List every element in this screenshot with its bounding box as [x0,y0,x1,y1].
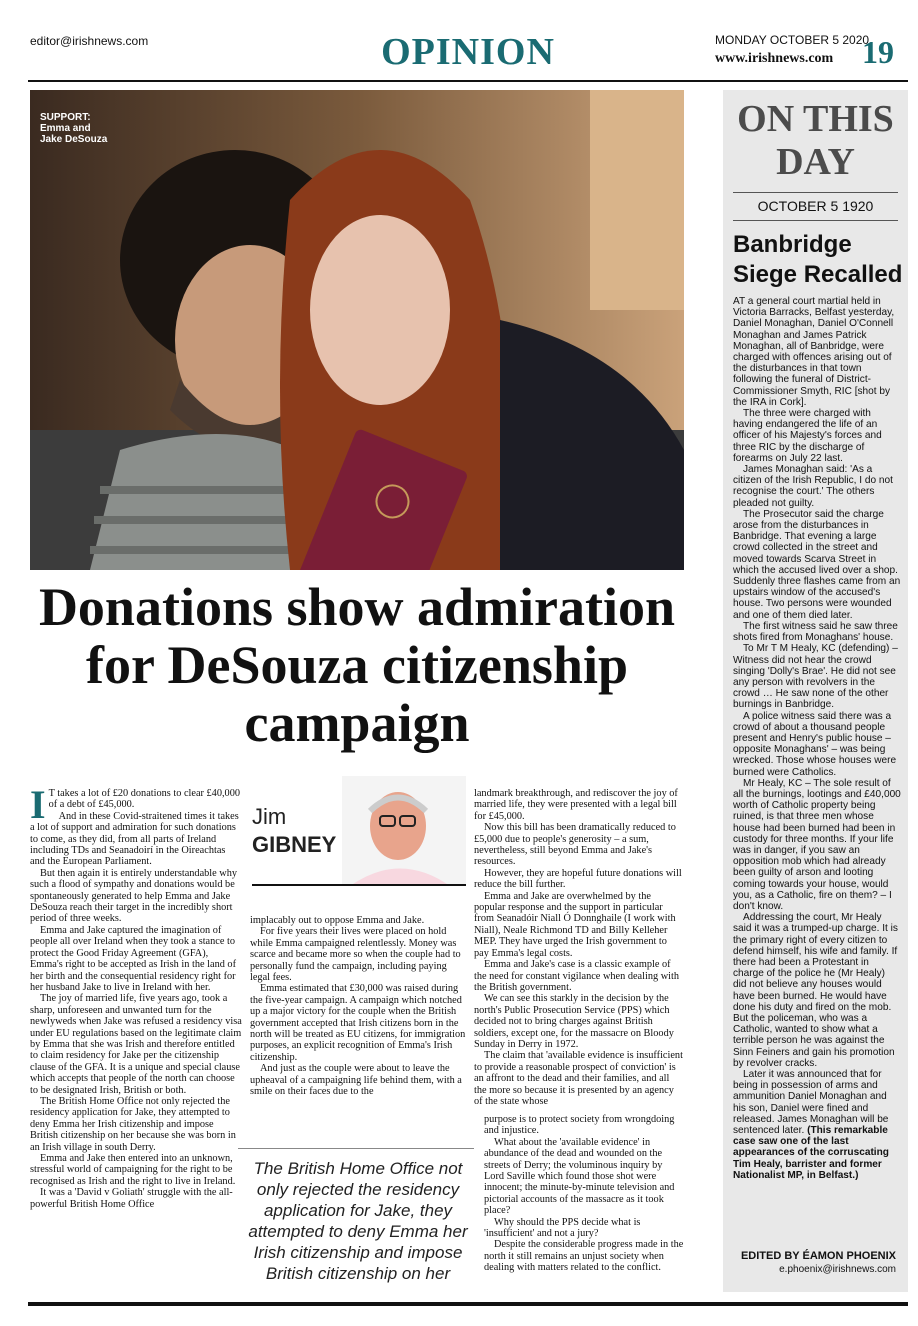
paragraph: We can see this starkly in the decision by the north's Public Prosecution Service (PPS) which decided not to bring charges against British soldiers, except one, for the massacre on Bloody Sunday in Derry in 1972. [474,993,674,1050]
article-column-3 [474,788,684,1107]
paragraph: Despite the considerable progress made in the north it still remains an unjust society when dealing with matters related to the conflict. [484,1239,684,1274]
paragraph: Why should the PPS decide what is 'insufficient' and not a jury? [484,1216,641,1240]
top-rule [28,80,908,82]
paragraph: Emma estimated that £30,000 was raised during the five-year campaign. A campaign which notched up a major victory for the couple when the British government accepted that Irish citizens born in the north will be treated as EU citizens, for immigration purposes, an explicit recognition of Emma's Irish citizenship. [250,983,466,1063]
sidebar-headline-line: Banbridge [733,231,852,258]
byline-last-name: GIBNEY [252,832,337,857]
drop-cap: I [30,782,46,827]
article-column-3-continued [484,1114,684,1274]
sidebar-headline [733,230,903,290]
paragraph: T takes a lot of £20 donations to clear £40,000 of a debt of £45,000. [48,788,240,811]
byline-box [250,776,466,886]
caption-line: SUPPORT: [40,112,91,123]
editor-note: (This remarkable case saw one of the last appearances of the corruscating Tim Healy, barrister and former Nationalist MP, in Belfast.) [733,1125,889,1181]
paragraph: To Mr T M Healy, KC (defending) – Witness did not hear the crowd singing 'Dolly's Brae'. He did not see any person with revolvers in the crowd … He saw none of the other burnings in Banbridge. [733,643,898,711]
bottom-rule [28,1302,908,1306]
sidebar-editor-email: e.phoenix@irishnews.com [779,1264,896,1275]
section-title: OPINION [381,31,555,73]
masthead-email: editor@irishnews.com [30,34,149,48]
paragraph [733,1069,901,1181]
sidebar-editor: EDITED BY ÉAMON PHOENIX [740,1250,896,1262]
lead-photo [30,90,684,570]
paragraph: The claim that 'available evidence is insufficient to provide a reasonable prospect of conviction' is an affront to the dead and their families, and all the more so because it is presented by an agency of the state whose [474,1050,683,1107]
columnist-headshot [250,776,466,886]
paragraph: However, they are hopeful future donations will reduce the bill further. [474,867,682,891]
paragraph: The British Home Office not only rejected the residency application for Jake, they attempted to deny Emma her Irish citizenship and impose British citizenship on her because she was born in an Irish village in south Derry. [30,1095,236,1153]
sidebar-title-line: ON THIS [737,98,894,140]
byline-first-name: Jim [252,804,287,829]
paragraph: Now this bill has been dramatically reduced to £5,000 due to people's generosity – a sum, nevertheless, still beyond Emma and Jake's resources. [474,822,676,868]
paragraph: But then again it is entirely understandable why such a flood of sympathy and donations would be spontaneously generated to help Emma and Jake DeSouza reach their target in the incredibly short period of three weeks. [30,867,238,925]
caption-line: Emma and [40,123,91,134]
pull-quote-rule [238,1148,474,1149]
masthead-website: www.irishnews.com [715,51,834,66]
pull-quote: The British Home Office not only rejected the residency application for Jake, they attempted to deny Emma her Irish citizenship and impose British citizenship on her [248,1159,468,1283]
article-column-1 [30,782,242,1210]
paragraph: What about the 'available evidence' in abundance of the dead and wounded on the streets of Derry; the voluminous inquiry by Lord Saville which found those shot were innocent; the minute-by-minute television and pictorial accounts of the massacre as it took place? [484,1136,675,1217]
paragraph: And in these Covid-straitened times it takes a lot of support and admiration for such donations to come, as they did, from all parts of Ireland including TDs and Seanadoirí in the Oireachtas and the European Parliament. [30,810,239,868]
paragraph: Mr Healy, KC – The sole result of all the burnings, lootings and £40,000 worth of Catholic property being ruined, is that three men whose house had been burned had been in custody for three months. If your life was in danger, if you saw an opposition mob which had already been guilty of arson and looting coming towards your house, would you, as a Catholic, fire on them? – I don't know. [733,777,901,912]
paragraph: It was a 'David v Goliath' struggle with the all-powerful British Home Office [30,1187,233,1210]
article-column-2 [250,915,466,1098]
paragraph: For five years their lives were placed on hold while Emma campaigned relentlessly. Money was scarce and became more so when the couple had to personally fund the campaign, including paying legal fees. [250,926,461,984]
paragraph: implacably out to oppose Emma and Jake. [250,915,425,926]
sidebar-date: OCTOBER 5 1920 [757,198,874,214]
paragraph: Emma and Jake then entered into an unknown, stressful world of campaigning for the right to be recognised as Irish and the right to live in Ireland. [30,1153,236,1187]
sidebar-body [733,296,901,1181]
caption-line: Jake DeSouza [40,134,108,145]
sidebar-headline-line: Siege Recalled [733,261,903,288]
paragraph-text: Later it was announced that for being in possession of arms and ammunition Daniel Monaghan and his son, Daniel were fined and released. James Monaghan will be sentenced later. [733,1069,889,1137]
paragraph: The first witness said he saw three shots fired from Monaghans' house. [733,620,898,644]
paragraph: The joy of married life, five years ago, took a sharp, unforeseen and unwanted turn for the newlyweds when Jake was refused a residency visa under EU regulations based on the legitimate claim by Emma that she was Irish and therefore entitled to claim residency for Jake per the citizenship clause of the GFA. It is a unique and special clause which accepts that people of the north can choose to be designated Irish, British or both. [30,993,242,1096]
photo-caption [40,112,107,145]
sidebar-title [733,98,898,184]
paragraph: A police witness said there was a crowd of about a thousand people present and Henry's public house – opposite Monaghans' – was being wrecked. Those whose houses were burned were Catholics. [733,710,897,778]
sidebar-rule [733,220,898,221]
paragraph: AT a general court martial held in Victoria Barracks, Belfast yesterday, Daniel Monaghan, Daniel O'Connell Monaghan and James Patrick Monaghan, all of Banbridge, were charged with offences arising out of the disturbances in that town following the funeral of District-Commissioner Smyth, RIC [shot by the IRA in Cork]. [733,296,895,408]
paragraph: The Prosecutor said the charge arose from the disturbances in Banbridge. That evening a large crowd collected in the street and moved towards Scarva Street in which the accused lived over a shop. Suddenly three flashes came from an upstairs window of the accused's house. Two persons were wounded and one of them died later. [733,508,901,621]
paragraph: Addressing the court, Mr Healy said it was a trumped-up charge. It is the primary right of every citizen to defend himself, his wife and family. If there had been a Protestant in charge of the police he (Mr Healy) did not believe any houses would have been burned. He would have done his duty and fired on the mob. But the policeman, who was a Catholic, wanted to show what a terrible person he was against the Sinn Feiners and gain his promotion by revolver cracks. [733,912,898,1069]
masthead-date: MONDAY OCTOBER 5 2020 [715,33,870,47]
paragraph: The three were charged with having endangered the life of an officer of his Majesty's forces and three RIC by the discharge of forearms on July 22 last. [733,408,882,464]
sidebar-rule [733,192,898,193]
paragraph: Emma and Jake are overwhelmed by the popular response and the support in particular from Seanadóir Niall Ó Donnghaile (I work with Niall), Neale Richmond TD and Billy Kelleher MEP. They have urged the Irish government to pay Emma's legal costs. [474,890,676,959]
page-number: 19 [862,34,894,70]
sidebar-title-line: DAY [776,141,855,183]
paragraph: purpose is to protect society from wrongdoing and injustice. [484,1114,675,1137]
photo-illustration [30,90,684,570]
paragraph: landmark breakthrough, and rediscover the joy of married life, they were presented with a legal bill for £45,000. [474,788,678,822]
paragraph: Emma and Jake's case is a classic example of the need for constant vigilance when dealing with the British government. [474,959,680,993]
paragraph: Emma and Jake captured the imagination of people all over Ireland when they took a stance to protect the Good Friday Agreement (GFA), Emma's right to be accepted as Irish in the land of her birth and the consequential residency right for her husband Jake to live in Ireland with her. [30,924,237,993]
article-headline: Donations show admiration for DeSouza citizenship campaign [38,577,676,753]
paragraph: James Monaghan said: 'As a citizen of the Irish Republic, I do not recognise the court.' The others pleaded not guilty. [733,464,893,509]
paragraph: And just as the couple were about to leave the upheaval of a campaigning life behind them, with a smile on their faces due to the [250,1063,462,1098]
byline-rule [252,884,466,886]
